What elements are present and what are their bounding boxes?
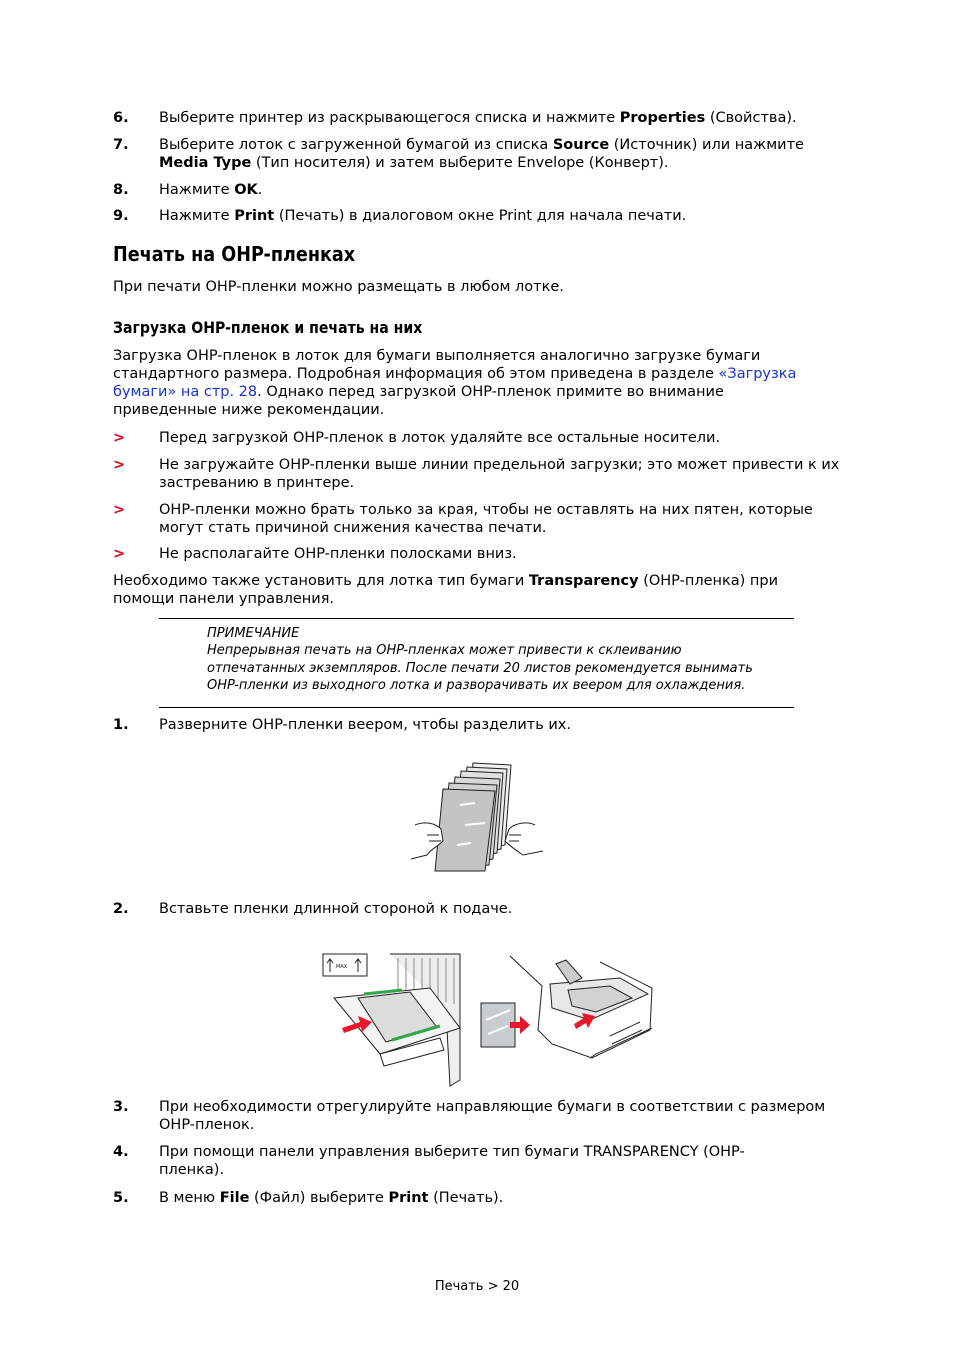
print-label: Print <box>388 1190 429 1206</box>
step-number: 3. <box>113 1099 129 1115</box>
section-heading: Печать на OHP-пленках <box>113 242 356 266</box>
print-label: Print <box>234 208 275 224</box>
step-number: 1. <box>113 717 129 733</box>
insert-transparencies-illustration <box>320 950 660 1090</box>
note-title: ПРИМЕЧАНИЕ <box>207 626 300 641</box>
properties-label: Properties <box>619 110 706 126</box>
ok-label: OK <box>234 182 258 198</box>
bullet-arrow-icon: > <box>113 546 126 562</box>
step-number: 8. <box>113 182 129 198</box>
note-top-rule <box>159 618 794 619</box>
step-number: 6. <box>113 110 129 126</box>
bullet-arrow-icon: > <box>113 430 126 446</box>
step-number: 9. <box>113 208 129 224</box>
step-number: 4. <box>113 1144 129 1160</box>
step-number: 7. <box>113 137 129 153</box>
transparency-paragraph: Необходимо также установить для лотка тип бумаги Transparency (OHP-пленка) при помощи панели управления. <box>113 573 779 607</box>
transparency-label: Transparency <box>528 573 639 589</box>
step-number: 5. <box>113 1190 129 1206</box>
max-label: MAX <box>336 964 348 970</box>
note-bottom-rule <box>159 707 794 708</box>
bullet-arrow-icon: > <box>113 457 126 473</box>
note-text: Непрерывная печать на OHP-пленках может привести к склеиванию отпечатанных экземпляров. После печати 20 листов рекомендуется вынимать OHP-пленки из выходного лотка и разворачивать их веером для охлаждения. <box>207 643 753 693</box>
bullet-arrow-icon: > <box>113 502 126 518</box>
loading-paragraph: Загрузка OHP-пленок в лоток для бумаги выполняется аналогично загрузке бумаги стандартного размера. Подробная информация об этом приведена в разделе «Загрузка бумаги» на стр. 28. Однако перед загрузкой OHP-пленок примите во внимание приведенные ниже рекомендации. <box>113 348 797 418</box>
page-footer: Печать > 20 <box>434 1279 520 1294</box>
file-label: File <box>219 1190 250 1206</box>
loading-paper-link[interactable]: «Загрузка бумаги» на стр. 28 <box>113 366 797 400</box>
transparency-sheet-icon <box>481 1003 515 1047</box>
media-type-label: Media Type <box>159 155 252 171</box>
subsection-heading: Загрузка OHP-пленок и печать на них <box>113 318 423 337</box>
page: 6. Выберите принтер из раскрывающегося списка и нажмите Properties (Свойства). 7. Выберите лоток с загруженной бумагой из списка Source (Источник) или нажмите Media Type (Тип носителя) и затем выберите Envelope (Конверт). 8. Нажмите OK. 9. Нажмите Print (Печать) в диалоговом окне Print для начала печати. Печать на OHP-пленках При печати OHP-пленки можно размещать в любом лотке. Загрузка OHP-пленок и печать на них Загрузка OHP-пленок в лоток для бумаги выполняется аналогично загрузке бумаги стандартного размера. Подробная информация об этом приведена в разделе «Загрузка бумаги» на стр. 28. Однако перед загрузкой OHP-пленок примите во внимание приведенные ниже рекомендации. > Перед загрузкой OHP-пленок в лоток удаляйте все остальные носители. > Не загружайте OHP-пленки выше линии предельной загрузки; это может привести к их застреванию в принтере. > OHP-пленки можно брать только за края, чтобы не оставлять на них пятен, которые могут стать причиной снижения качества печати. > Не располагайте OHP-пленки полосками вниз. Необходимо также установить для лотка тип бумаги Transparency (OHP-пленка) при помощи панели управления. ПРИМЕЧАНИЕ Непрерывная печать на OHP-пленках может привести к склеиванию отпечатанных экземпляров. После печати 20 листов рекомендуется вынимать OHP-пленки из выходного лотка и разворачивать их веером для охлаждения. 1. Разверните OHP-пленки веером, чтобы разделить их. 2. Вставьте пленки длинной стороной к подаче. MAX 3. При необходимости отрегулируйте направляющие бумаги в соответствии с размером OHP-пленок. 4. При помощи панели управления выберите тип бумаги TRANSPARENCY (OHP-пленка). 5. В меню File (Файл) выберите Print (Печать). Печать > 20 <box>0 0 954 1351</box>
fan-transparencies-illustration <box>405 755 550 875</box>
step-number: 2. <box>113 901 129 917</box>
source-label: Source <box>552 137 610 153</box>
intro-text: При печати OHP-пленки можно размещать в любом лотке. <box>113 279 564 295</box>
